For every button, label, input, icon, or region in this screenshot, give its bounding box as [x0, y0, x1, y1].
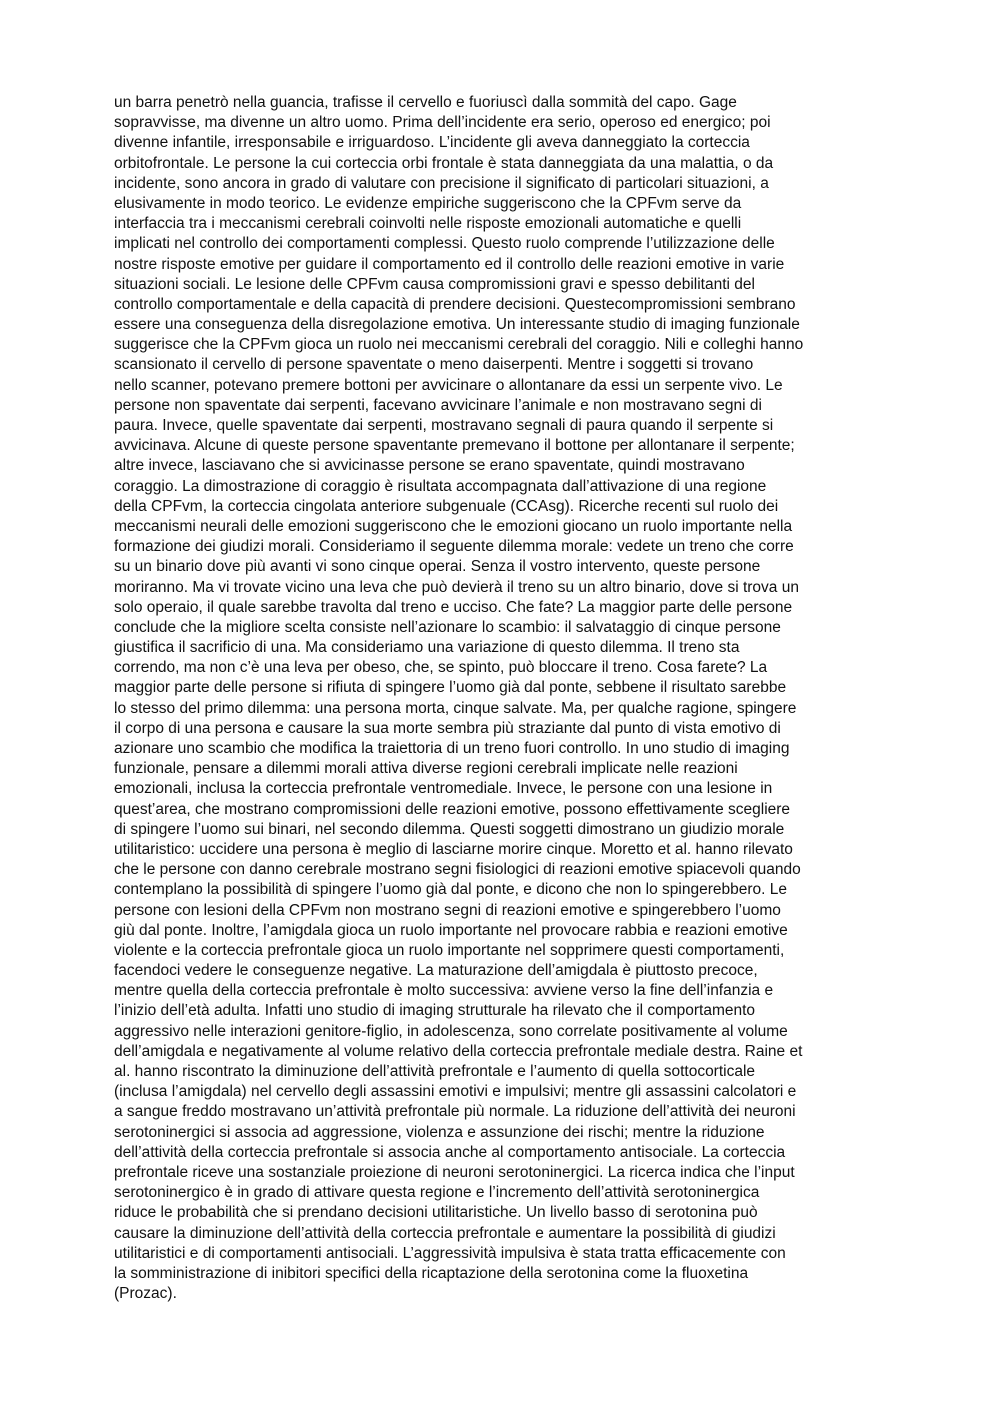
text-line: funzionale, pensare a dilemmi morali attiva diverse regioni cerebrali implicate nelle reazioni [114, 760, 738, 778]
text-line: (inclusa l’amigdala) nel cervello degli assassini emotivi e impulsivi; mentre gli assassini calcolatori e [114, 1083, 797, 1101]
text-line: controllo comportamentale e della capacità di prendere decisioni. Questecompromissioni sembrano [114, 295, 796, 313]
text-line: violente e la corteccia prefrontale gioca un ruolo importante nel sopprimere questi comportamenti, [114, 941, 785, 959]
text-line: della CPFvm, la corteccia cingolata anteriore subgenuale (CCAsg). Ricerche recenti sul ruolo dei [114, 497, 779, 515]
text-line: utilitaristici e di comportamenti antisociali. L’aggressività impulsiva è stata tratta efficacemente con [114, 1244, 786, 1262]
text-line: persone non spaventate dai serpenti, facevano avvicinare l’animale e non mostravano segni di [114, 396, 762, 414]
text-line: avvicinava. Alcune di queste persone spaventante premevano il bottone per allontanare il serpente; [114, 437, 795, 455]
text-line: incidente, sono ancora in grado di valutare con precisione il significato di particolari situazioni, a [114, 174, 769, 192]
text-line: prefrontale riceve una sostanziale proiezione di neuroni serotoninergici. La ricerca indica che l’input [114, 1163, 795, 1181]
text-line: conclude che la migliore scelta consiste nell’azionare lo scambio: il salvataggio di cinque persone [114, 618, 781, 636]
text-line: contemplano la possibilità di spingere l’uomo già dal ponte, e dicono che non lo spingerebbero. Le [114, 881, 787, 899]
text-line: dell’attività della corteccia prefrontale si associa anche al comportamento antisociale. La corteccia [114, 1143, 786, 1161]
text-line: meccanismi neurali delle emozioni suggeriscono che le emozioni giocano un ruolo importante nella [114, 517, 793, 535]
text-line: il corpo di una persona e causare la sua morte sembra più straziante dal punto di vista emotivo di [114, 719, 781, 737]
text-line: al. hanno riscontrato la diminuzione dell’attività prefrontale e l’aumento di quella sottocorticale [114, 1063, 756, 1080]
text-line: sopravvisse, ma divenne un altro uomo. Prima dell’incidente era serio, operoso ed energico; poi [114, 114, 771, 132]
text-line: giustifica il sacrificio di una. Ma consideriamo una variazione di questo dilemma. Il treno sta [114, 639, 740, 657]
text-line: serotoninergici si associa ad aggressione, violenza e assunzione dei rischi; mentre la riduzione [114, 1123, 765, 1141]
text-line: causare la diminuzione dell’attività della corteccia prefrontale e aumentare la possibilità di giudizi [114, 1224, 776, 1242]
body-text [114, 93, 914, 1304]
text-line: implicati nel controllo dei comportamenti complessi. Questo ruolo comprende l’utilizzazione delle [114, 235, 775, 253]
text-line: coraggio. La dimostrazione di coraggio è risultata accompagnata dall’attivazione di una regione [114, 477, 767, 495]
text-line: scansionato il cervello di persone spaventate o meno daiserpenti. Mentre i soggetti si trovano [114, 356, 754, 374]
text-line: maggior parte delle persone si rifiuta di spingere l’uomo già dal ponte, sebbene il risultato sarebbe [114, 679, 787, 697]
text-line: nello scanner, potevano premere bottoni per avvicinare o allontanare da essi un serpente vivo. Le [114, 376, 783, 394]
text-line: altre invece, lasciavano che si avvicinasse persone se erano spaventate, quindi mostravano [114, 457, 745, 475]
text-line: orbitofrontale. Le persone la cui corteccia orbi frontale è stata danneggiata da una malattia, o da [114, 154, 774, 172]
text-line: utilitaristico: uccidere una persona è meglio di lasciarne morire cinque. Moretto et al. hanno rilevato [114, 840, 793, 858]
text-line: emozionali, inclusa la corteccia prefrontale ventromediale. Invece, le persone con una lesione in [114, 780, 773, 798]
text-line: divenne infantile, irresponsabile e irriguardoso. L’incidente gli aveva danneggiato la corteccia [114, 134, 750, 152]
text-line: solo operaio, il quale sarebbe travolta dal treno e ucciso. Che fate? La maggior parte delle persone [114, 598, 793, 616]
text-line: azionare uno scambio che modifica la traiettoria di un treno fuori controllo. In uno studio di imaging [114, 740, 790, 757]
text-line: un barra penetrò nella guancia, trafisse il cervello e fuoriuscì dalla sommità del capo. Gage [114, 94, 737, 111]
text-line: a sangue freddo mostravano un’attività prefrontale più normale. La riduzione dell’attività dei neuroni [114, 1103, 796, 1121]
text-line: elusivamente in modo teorico. Le evidenze empiriche suggeriscono che la CPFvm serve da [114, 194, 742, 212]
text-line: facendoci vedere le conseguenze negative. La maturazione dell’amigdala è piuttosto precoce, [114, 962, 758, 980]
text-line: che le persone con danno cerebrale mostrano segni fisiologici di reazioni emotive spiacevoli quando [114, 861, 801, 879]
text-line: interfaccia tra i meccanismi cerebrali coinvolti nelle risposte emozionali automatiche e quelli [114, 215, 742, 233]
text-line: persone con lesioni della CPFvm non mostrano segni di reazioni emotive e spingerebbero l’uomo [114, 901, 781, 919]
text-line: moriranno. Ma vi trovate vicino una leva che può devierà il treno su un altro binario, dove si trova un [114, 578, 799, 596]
text-line: essere una conseguenza della disregolazione emotiva. Un interessante studio di imaging funzionale [114, 316, 800, 334]
text-line: riduce le probabilità che si prendano decisioni utilitaristiche. Un livello basso di serotonina può [114, 1204, 758, 1222]
text-line: lo stesso del primo dilemma: una persona morta, cinque salvate. Ma, per qualche ragione, spingere [114, 699, 797, 717]
text-line: giù dal ponte. Inoltre, l’amigdala gioca un ruolo importante nel provocare rabbia e reazioni emotive [114, 921, 788, 939]
text-line: paura. Invece, quelle spaventate dai serpenti, mostravano segnali di paura quando il serpente si [114, 417, 774, 434]
text-line: di spingere l’uomo sui binari, nel secondo dilemma. Questi soggetti dimostrano un giudizio morale [114, 820, 785, 838]
text-line: mentre quella della corteccia prefrontale è molto successiva: avviene verso la fine dell’infanzia e [114, 982, 774, 1000]
text-line: la somministrazione di inibitori specifici della ricaptazione della serotonina come la fluoxetina [114, 1264, 749, 1282]
text-line: dell’amigdala e negativamente al volume relativo della corteccia prefrontale mediale destra. Raine et [114, 1042, 803, 1060]
text-line: aggressivo nelle interazioni genitore-figlio, in adolescenza, sono correlate positivamente al volume [114, 1022, 788, 1040]
text-line: situazioni sociali. Le lesione delle CPFvm causa compromissioni gravi e spesso debilitanti del [114, 275, 755, 293]
text-line: (Prozac). [114, 1285, 177, 1303]
text-line: quest’area, che mostrano compromissioni delle reazioni emotive, possono effettivamente scegliere [114, 800, 791, 818]
text-line: correndo, ma non c’è una leva per obeso, che, se spinto, può bloccare il treno. Cosa farete? La [114, 659, 768, 677]
text-line: nostre risposte emotive per guidare il comportamento ed il controllo delle reazioni emotive in varie [114, 255, 785, 273]
text-line: suggerisce che la CPFvm gioca un ruolo nei meccanismi cerebrali del coraggio. Nili e colleghi hanno [114, 336, 804, 354]
text-line: su un binario dove più avanti vi sono cinque operai. Senza il vostro intervento, queste persone [114, 558, 761, 576]
text-line: l’inizio dell’età adulta. Infatti uno studio di imaging strutturale ha rilevato che il comportamento [114, 1002, 756, 1020]
text-line: formazione dei giudizi morali. Consideriamo il seguente dilemma morale: vedete un treno che corre [114, 538, 794, 556]
text-line: serotoninergico è in grado di attivare questa regione e l’incremento dell’attività serotoninergica [114, 1184, 760, 1202]
